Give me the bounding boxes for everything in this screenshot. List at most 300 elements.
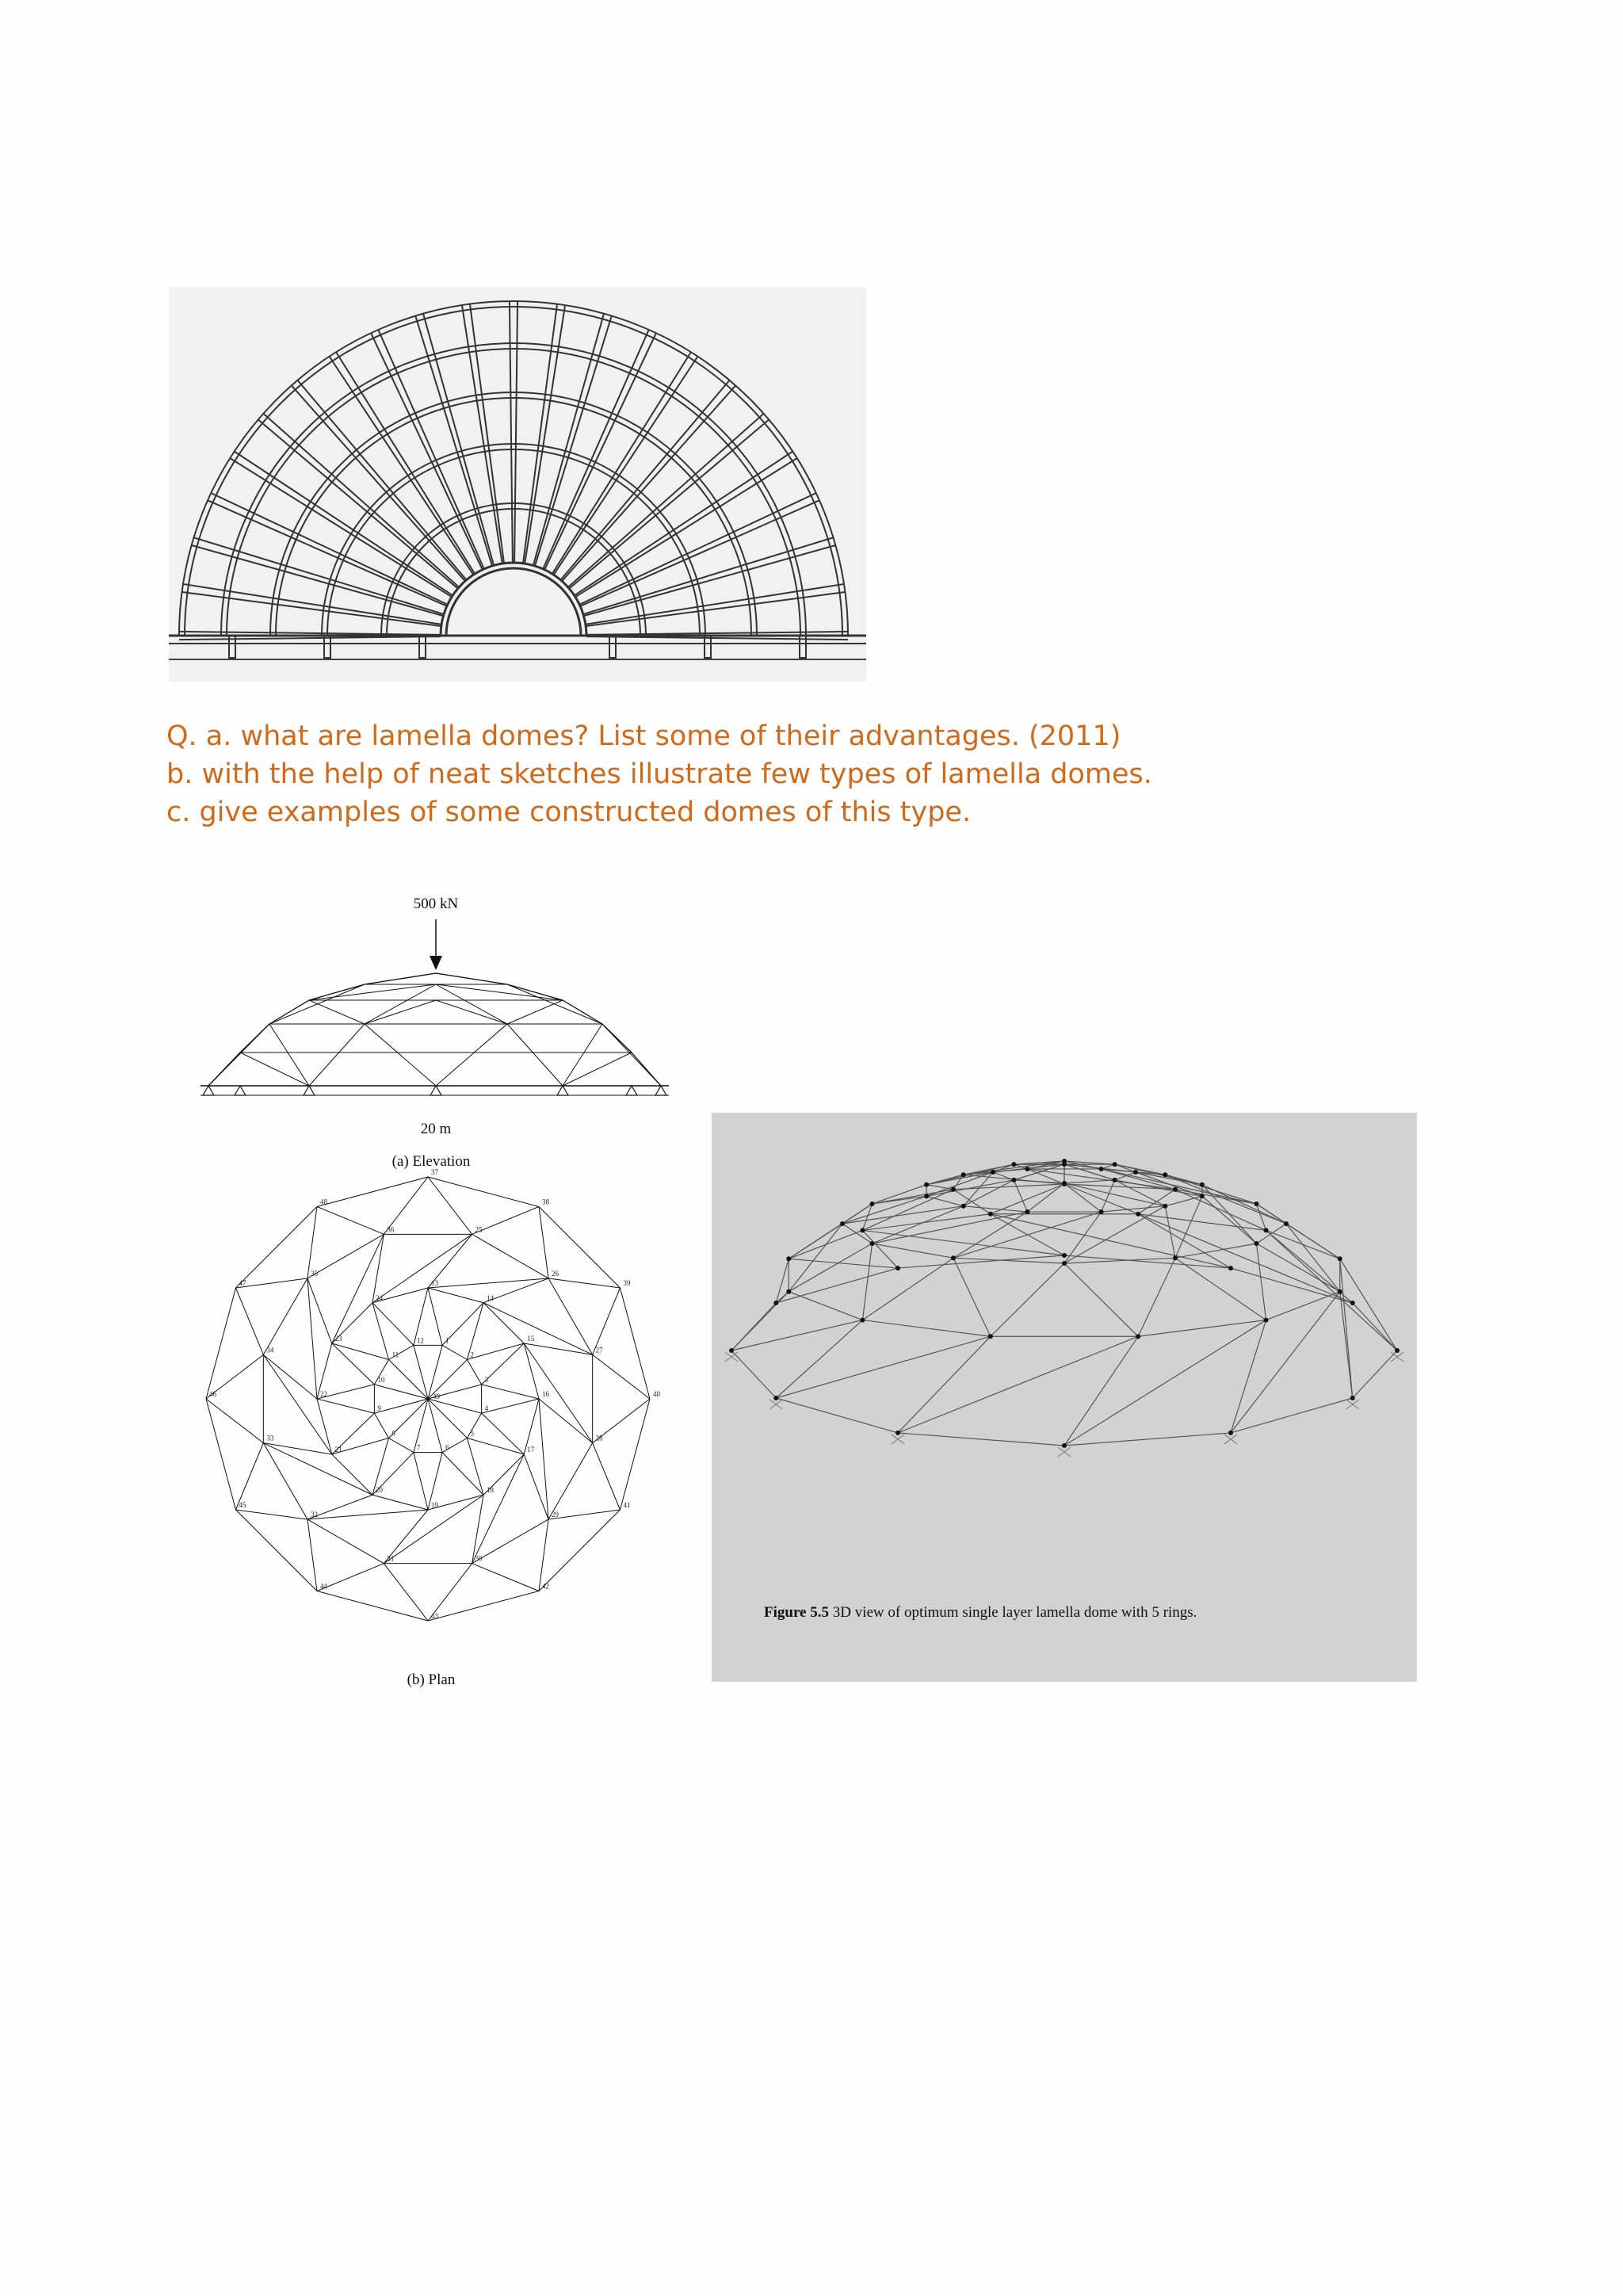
dome-ring-member — [1353, 1303, 1397, 1350]
dome-profile — [507, 984, 563, 1000]
radial-rib — [569, 419, 769, 588]
plan-diagonal — [428, 1177, 472, 1234]
dome-node — [924, 1182, 929, 1187]
plan-ring — [467, 1360, 481, 1385]
lattice-member — [309, 984, 436, 1000]
dome-node — [1254, 1241, 1258, 1246]
plan-diagonal — [384, 1564, 428, 1621]
dome-profile — [269, 1000, 309, 1024]
plan-ring — [428, 1288, 483, 1303]
question-b: b. with the help of neat sketches illustrate few types of lamella domes. — [166, 758, 1152, 790]
elevation-caption: (a) Elevation — [391, 1153, 471, 1170]
radial-rib — [235, 452, 453, 596]
dome-node — [773, 1396, 778, 1400]
ring-arc — [221, 343, 806, 636]
node-number: 13 — [431, 1279, 438, 1287]
node-number: 27 — [595, 1346, 603, 1354]
plan-ring — [263, 1278, 307, 1354]
plan-ring — [467, 1413, 481, 1438]
radial-rib — [258, 419, 458, 588]
dome-diagonal-member — [1340, 1259, 1397, 1350]
radial-rib — [297, 380, 466, 580]
lattice-member — [436, 984, 563, 1000]
support-symbol — [203, 1086, 214, 1095]
plan-ring — [372, 1495, 428, 1510]
plan-ring — [206, 1399, 236, 1510]
dome-diagonal-member — [1138, 1258, 1175, 1336]
plan-ring — [548, 1278, 593, 1354]
dome-ring-member — [731, 1350, 776, 1398]
ring-arc — [441, 563, 586, 636]
plan-diagonal — [539, 1519, 548, 1591]
base-post — [324, 636, 330, 658]
plan-diagonal — [524, 1343, 592, 1354]
node-number: 11 — [391, 1350, 399, 1359]
plan-diagonal — [539, 1207, 548, 1278]
node-number: 24 — [376, 1293, 383, 1302]
dome-diagonal-member — [926, 1185, 953, 1190]
dome-ring-member — [1256, 1224, 1286, 1244]
plan-diagonal — [317, 1399, 374, 1413]
support-symbol — [430, 1086, 441, 1095]
dome-node — [1338, 1256, 1342, 1261]
node-number: 37 — [431, 1168, 438, 1176]
dome-ring-member — [1138, 1320, 1266, 1337]
node-number: 30 — [475, 1554, 483, 1563]
dome-node — [786, 1289, 791, 1294]
dome-ring-member — [1175, 1244, 1256, 1258]
dome-diagonal-member — [964, 1180, 1014, 1206]
dome-diagonal-member — [1231, 1320, 1266, 1433]
dome-ring-member — [1231, 1398, 1353, 1433]
plan-ring — [620, 1288, 650, 1399]
plan-diagonal — [472, 1454, 525, 1564]
base-post — [609, 636, 616, 658]
node-number: 15 — [527, 1335, 535, 1343]
dome-ring-member — [1165, 1196, 1202, 1206]
dome-diagonal-member — [1165, 1206, 1175, 1259]
lattice-member — [309, 1000, 365, 1024]
dome-node — [1099, 1167, 1104, 1171]
dome-diagonal-member — [926, 1164, 1014, 1185]
dome-ring-member — [1102, 1206, 1166, 1212]
dome-node — [729, 1348, 734, 1353]
lattice-member — [507, 1024, 563, 1086]
dome-diagonal-member — [1064, 1336, 1138, 1446]
plan-ring — [389, 1438, 414, 1452]
plan-ring — [472, 1519, 548, 1564]
dome-diagonal-member — [1286, 1224, 1340, 1292]
dome-node — [1113, 1162, 1117, 1167]
node-number: 4 — [484, 1404, 489, 1413]
dome-node — [1011, 1178, 1016, 1182]
support-symbol — [655, 1086, 666, 1095]
dome-node — [786, 1256, 791, 1261]
dome-node — [1200, 1194, 1205, 1198]
dome-ring-member — [898, 1433, 1064, 1446]
support-symbol — [626, 1086, 637, 1095]
dome-node — [1350, 1396, 1355, 1400]
plan-ring — [307, 1234, 384, 1278]
plan-diagonal — [593, 1354, 650, 1399]
dome-diagonal-member — [842, 1196, 926, 1224]
lattice-member — [436, 973, 507, 984]
dome-diagonal-member — [898, 1336, 991, 1433]
plan-spoke — [428, 1399, 482, 1413]
dome-3d-drawing — [712, 1113, 1417, 1682]
ring-arc — [446, 568, 581, 636]
plan-ring — [548, 1443, 593, 1519]
dome-node — [896, 1266, 900, 1270]
dome-ring-member — [1064, 1433, 1231, 1446]
plan-diagonal — [428, 1278, 548, 1288]
node-number: 10 — [377, 1375, 385, 1384]
plan-ring — [263, 1443, 307, 1519]
node-number: 21 — [334, 1446, 342, 1454]
plan-diagonal — [524, 1454, 548, 1519]
node-number: 42 — [542, 1582, 549, 1591]
plan-spoke — [374, 1399, 428, 1413]
dome-diagonal-member — [1102, 1169, 1257, 1204]
plan-diagonal — [307, 1207, 317, 1278]
dome-node — [1200, 1182, 1205, 1187]
node-number: 12 — [416, 1336, 424, 1345]
radial-rib — [586, 636, 848, 640]
radial-rib — [330, 357, 474, 575]
plan-spoke — [414, 1345, 428, 1399]
dome-node — [1254, 1201, 1258, 1206]
plan-diagonal — [307, 1278, 317, 1399]
dome-node — [1350, 1301, 1355, 1305]
dome-node — [1062, 1159, 1067, 1163]
node-number: 39 — [623, 1279, 631, 1287]
node-number: 1 — [445, 1336, 449, 1345]
dome-diagonal-member — [731, 1292, 789, 1350]
dome-node — [1025, 1167, 1029, 1171]
dome-diagonal-member — [1266, 1230, 1397, 1350]
plan-spoke — [414, 1399, 428, 1453]
ring-arc — [327, 449, 700, 636]
node-number: 14 — [487, 1293, 494, 1302]
radial-rib — [179, 636, 441, 640]
dome-diagonal-member — [862, 1244, 872, 1320]
dome-node — [1011, 1162, 1016, 1167]
node-number: 48 — [320, 1198, 327, 1206]
ring-arc — [185, 307, 842, 636]
plan-diagonal — [414, 1453, 428, 1510]
radial-rib — [560, 380, 729, 580]
dome-ring-member — [953, 1184, 1064, 1190]
lattice-member — [365, 973, 436, 984]
lattice-member — [309, 1024, 365, 1086]
node-number: 47 — [239, 1279, 246, 1287]
plan-ring — [317, 1591, 428, 1621]
dome-ring-member — [1353, 1350, 1397, 1398]
dome-ring-member — [1231, 1268, 1353, 1303]
node-number: 38 — [542, 1198, 549, 1206]
dome-node — [1062, 1253, 1067, 1258]
radial-rib — [575, 452, 792, 596]
dome-diagonal-member — [776, 1336, 991, 1398]
plan-diagonal — [307, 1278, 332, 1343]
plan-diagonal — [236, 1278, 307, 1288]
dome-node — [870, 1201, 875, 1206]
plan-ring — [332, 1454, 372, 1495]
dome-diagonal-member — [1202, 1196, 1257, 1244]
plan-ring — [620, 1399, 650, 1510]
dome-node — [1062, 1261, 1067, 1266]
plan-diagonal — [206, 1399, 263, 1443]
dome-diagonal-member — [1138, 1214, 1231, 1268]
dome-node — [1099, 1209, 1104, 1214]
base-post — [705, 636, 711, 658]
plan-ring — [472, 1234, 548, 1278]
dome-node — [1062, 1182, 1067, 1186]
dome-node — [1228, 1431, 1233, 1435]
plan-spoke — [374, 1385, 428, 1399]
node-number: 5 — [470, 1429, 474, 1438]
dome-diagonal-member — [1115, 1180, 1166, 1206]
plan-spoke — [428, 1399, 442, 1453]
dome-node — [1163, 1172, 1167, 1177]
radial-rib — [510, 301, 513, 563]
node-number: 25 — [475, 1225, 483, 1234]
node-number: 35 — [310, 1269, 318, 1278]
dome-diagonal-member — [953, 1212, 1027, 1258]
plan-diagonal — [482, 1385, 539, 1399]
node-number: 32 — [310, 1511, 318, 1519]
radial-rib — [179, 632, 441, 635]
node-number: 3 — [484, 1375, 489, 1384]
plan-diagonal — [548, 1278, 620, 1288]
dome-diagonal-member — [776, 1259, 789, 1303]
plan-diagonal — [593, 1288, 621, 1354]
plan-diagonal — [263, 1443, 372, 1496]
plan-diagonal — [372, 1234, 384, 1302]
dome-diagonal-member — [1165, 1175, 1256, 1204]
dome-diagonal-member — [731, 1320, 862, 1350]
plan-diagonal — [428, 1288, 442, 1345]
node-number: 49 — [433, 1392, 440, 1400]
dome-diagonal-member — [862, 1230, 898, 1268]
dome-ring-member — [926, 1196, 964, 1206]
base-post — [419, 636, 426, 658]
dome-node — [1025, 1209, 1029, 1214]
span-label: 20 m — [420, 1121, 452, 1137]
node-number: 9 — [377, 1404, 381, 1413]
dome-node — [773, 1301, 778, 1305]
plan-ring — [307, 1519, 384, 1564]
ring-arc — [276, 398, 751, 636]
plan-diagonal — [483, 1303, 593, 1355]
node-number: 46 — [209, 1390, 216, 1398]
plan-diagonal — [593, 1443, 621, 1510]
ring-arc — [322, 444, 705, 636]
plan-diagonal — [236, 1288, 264, 1354]
dome-ring-member — [862, 1320, 990, 1337]
dome-diagonal-member — [953, 1190, 991, 1214]
node-number: 22 — [320, 1390, 327, 1398]
dome-node — [951, 1187, 956, 1192]
plan-ring — [236, 1510, 317, 1591]
dome-node — [1113, 1178, 1117, 1182]
radial-rib — [211, 493, 448, 605]
dome-diagonal-member — [1064, 1206, 1165, 1263]
dome-node — [924, 1194, 929, 1198]
dome-node — [1395, 1348, 1400, 1353]
node-number: 33 — [266, 1434, 274, 1442]
radial-rib — [371, 333, 483, 570]
plan-diagonal — [539, 1399, 548, 1519]
dome-node — [1133, 1170, 1138, 1175]
question-a: Q. a. what are lamella domes? List some of their advantages. (2011) — [166, 720, 1121, 752]
node-number: 43 — [431, 1612, 438, 1620]
radial-rib — [514, 301, 517, 563]
node-number: 44 — [320, 1582, 327, 1591]
plan-diagonal — [263, 1443, 331, 1454]
plan-ring — [483, 1303, 524, 1343]
radial-dome-sketch — [169, 287, 866, 682]
node-number: 19 — [431, 1501, 438, 1509]
plan-diagonal — [372, 1234, 472, 1302]
dome-diagonal-member — [991, 1214, 1064, 1255]
dome-diagonal-member — [789, 1224, 842, 1292]
dome-node — [1228, 1266, 1233, 1270]
node-number: 17 — [527, 1446, 535, 1454]
plan-ring — [442, 1345, 467, 1359]
plan-diagonal — [482, 1399, 539, 1413]
plan-diagonal — [332, 1234, 384, 1343]
dome-diagonal-member — [1340, 1259, 1353, 1398]
dome-node — [988, 1334, 993, 1339]
dome-diagonal-member — [926, 1172, 993, 1185]
plan-ring — [317, 1177, 428, 1207]
dome-node — [860, 1228, 865, 1232]
dome-node — [961, 1172, 966, 1177]
radial-rib — [586, 632, 848, 635]
dome-node — [1264, 1228, 1269, 1232]
support-symbol — [557, 1086, 568, 1095]
plan-caption: (b) Plan — [407, 1671, 456, 1688]
dome-3d-figure — [712, 1113, 1417, 1682]
dome-node — [1284, 1221, 1289, 1226]
dome-node — [1338, 1289, 1342, 1294]
figure-caption — [764, 1604, 1398, 1622]
dome-diagonal-member — [873, 1206, 964, 1244]
plan-diagonal — [307, 1510, 428, 1519]
dome-diagonal-member — [1027, 1183, 1064, 1212]
dome-node — [988, 1212, 993, 1217]
ring-arc — [387, 509, 640, 636]
plan-diagonal — [539, 1399, 593, 1443]
plan-ring — [317, 1399, 332, 1454]
dome-node — [870, 1241, 875, 1246]
dome-ring-member — [776, 1268, 898, 1303]
dome-diagonal-member — [873, 1185, 927, 1204]
node-number: 23 — [334, 1335, 342, 1343]
radial-dome-drawing — [169, 287, 866, 682]
dome-diagonal-member — [991, 1214, 1231, 1268]
dome-node — [1173, 1187, 1178, 1192]
dome-ring-member — [842, 1224, 873, 1244]
dome-node — [1163, 1204, 1167, 1209]
dome-diagonal-member — [991, 1263, 1064, 1336]
load-arrowhead — [430, 956, 442, 970]
figure-caption-text: 3D view of optimum single layer lamella dome with 5 rings. — [828, 1604, 1197, 1621]
plan-spoke — [428, 1345, 442, 1399]
radial-rib — [579, 493, 816, 605]
dome-ring-member — [964, 1206, 1028, 1212]
dome-node — [1173, 1255, 1178, 1260]
dome-diagonal-member — [873, 1196, 927, 1204]
dome-node — [1136, 1334, 1140, 1339]
plan-ring — [428, 1591, 539, 1621]
dome-diagonal-member — [1014, 1180, 1027, 1212]
node-number: 40 — [653, 1390, 660, 1398]
figure-number: Figure 5.5 — [764, 1604, 829, 1621]
node-number: 36 — [387, 1225, 395, 1234]
dome-diagonal-member — [776, 1320, 862, 1398]
dome-diagonal-member — [953, 1258, 991, 1336]
node-number: 18 — [487, 1486, 494, 1495]
node-number: 45 — [239, 1501, 246, 1509]
plan-ring — [236, 1207, 317, 1288]
plan-diagonal — [236, 1443, 264, 1510]
node-number: 7 — [416, 1443, 421, 1452]
plan-ring — [524, 1343, 539, 1399]
node-number: 8 — [391, 1429, 396, 1438]
lattice-member — [365, 1024, 436, 1086]
dome-node — [860, 1318, 865, 1323]
support-symbol — [235, 1086, 246, 1095]
dome-node — [991, 1170, 995, 1175]
node-number: 31 — [387, 1554, 395, 1563]
plan-diagonal — [524, 1343, 592, 1443]
dome-profile — [309, 984, 365, 1000]
node-number: 34 — [266, 1346, 274, 1354]
plan-diagonal — [548, 1510, 620, 1519]
plan-diagonal — [472, 1564, 539, 1591]
plan-spoke — [389, 1360, 428, 1399]
plan-ring — [428, 1177, 539, 1207]
plan-diagonal — [472, 1495, 483, 1563]
plan-spoke — [428, 1399, 467, 1438]
question-c: c. give examples of some constructed domes of this type. — [166, 797, 972, 828]
plan-diagonal — [307, 1519, 317, 1591]
node-number: 41 — [623, 1501, 631, 1509]
dome-node — [1264, 1318, 1269, 1323]
plan-ring — [374, 1413, 388, 1438]
node-number: 2 — [470, 1350, 474, 1359]
dome-ring-member — [873, 1244, 953, 1258]
dome-node — [896, 1431, 900, 1435]
ring-arc — [270, 392, 757, 636]
plan-diagonal — [236, 1510, 307, 1519]
dome-node — [1136, 1212, 1140, 1217]
node-number: 6 — [445, 1443, 449, 1452]
plan-ring — [539, 1510, 620, 1591]
dome-ring-member — [776, 1398, 898, 1433]
node-number: 28 — [595, 1434, 603, 1442]
plan-diagonal — [263, 1354, 317, 1399]
dome-ring-member — [1064, 1180, 1115, 1183]
plan-diagonal — [317, 1207, 384, 1235]
dome-profile — [563, 1000, 602, 1024]
node-number: 26 — [552, 1269, 559, 1278]
dome-node — [951, 1255, 956, 1260]
elevation-plan-figure — [182, 872, 689, 1696]
dome-diagonal-member — [1102, 1180, 1115, 1212]
